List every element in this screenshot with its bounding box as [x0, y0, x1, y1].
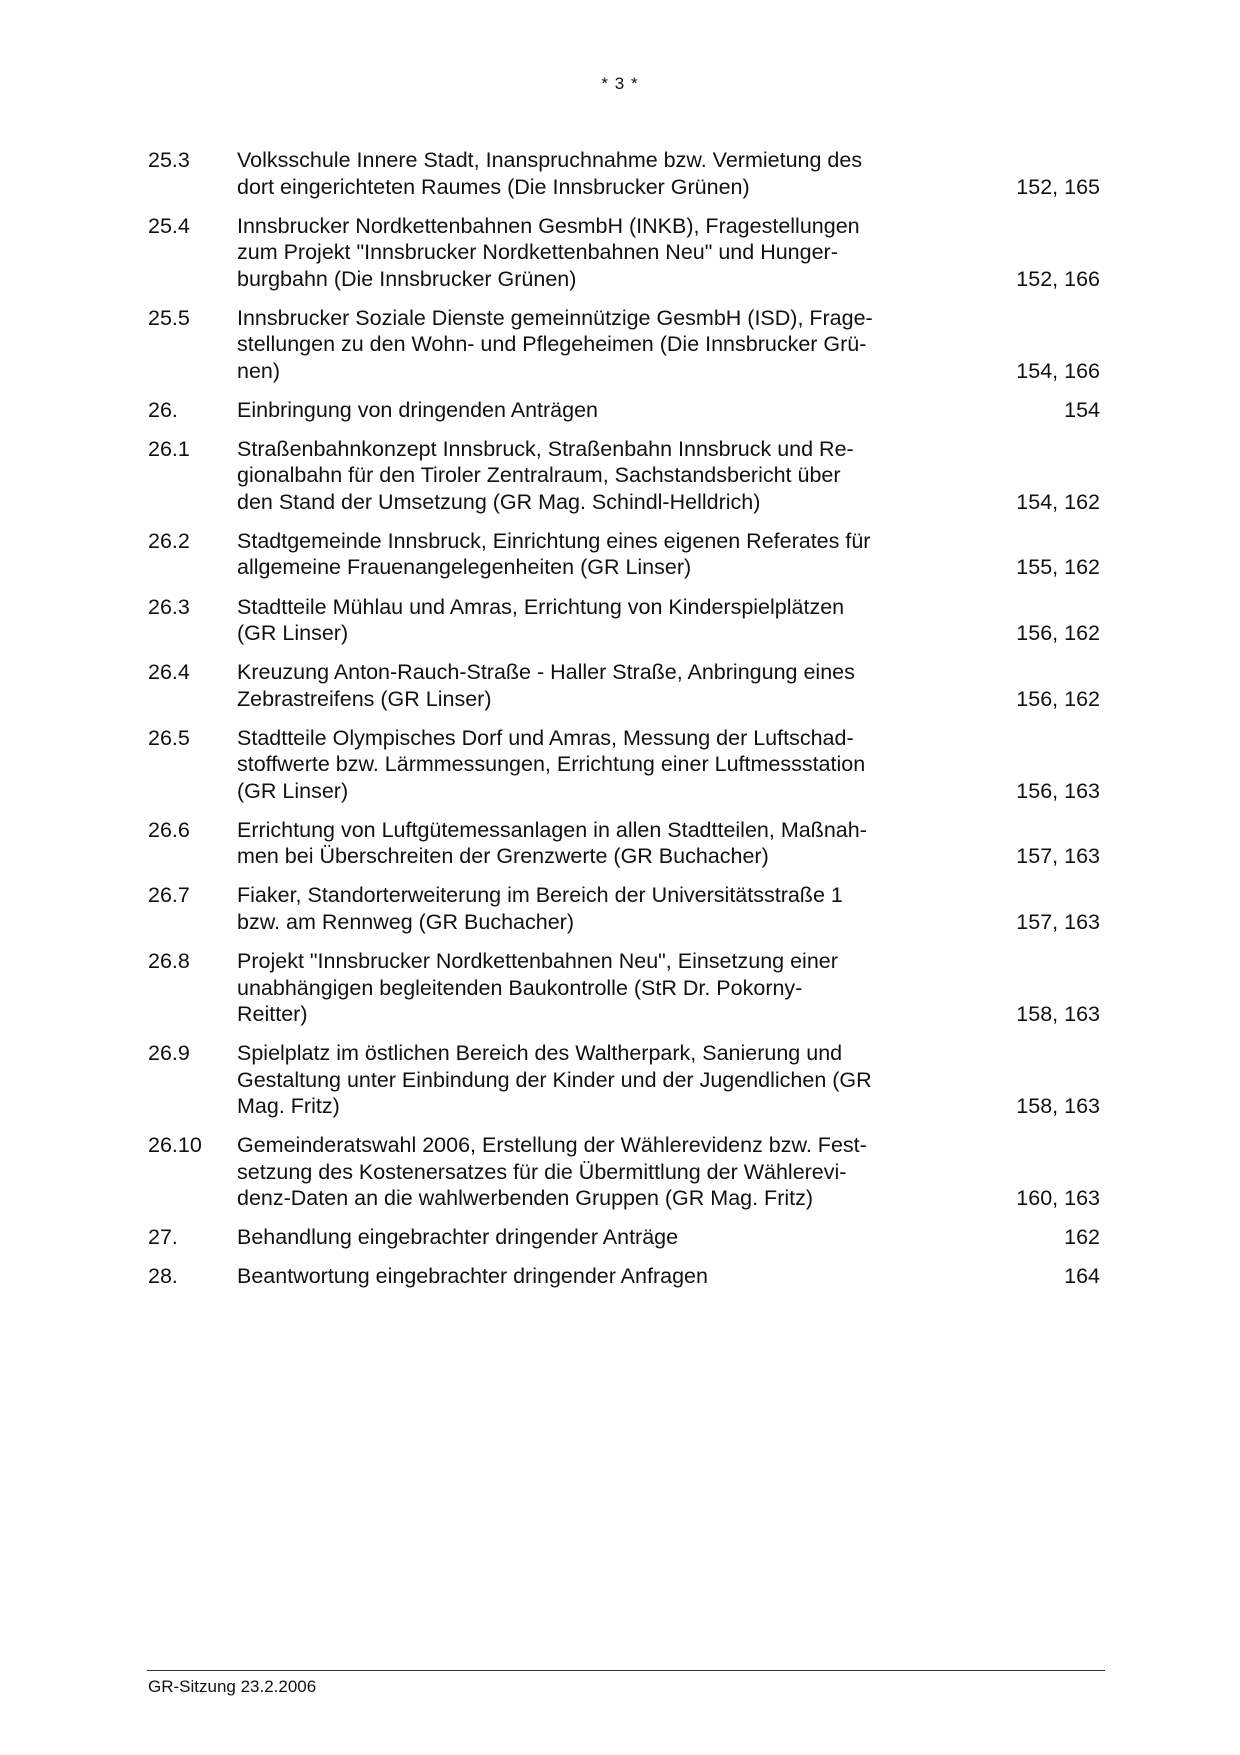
toc-entry-title [237, 528, 937, 581]
toc-entry-title-line: nen) [237, 358, 281, 383]
toc-entry-title-line: stellungen zu den Wohn- und Pflegeheimen (Die Innsbrucker Grü- [237, 332, 867, 357]
toc-entry-title-line: Innsbrucker Soziale Dienste gemeinnützige GesmbH (ISD), Frage- [237, 305, 873, 330]
toc-entry-title [237, 948, 937, 1028]
toc-entry-title-line: stoffwerte bzw. Lärmmessungen, Errichtung einer Luftmessstation [237, 752, 866, 777]
toc-entry-number: 26.6 [148, 817, 190, 842]
toc-entry-title [237, 594, 937, 647]
toc-entry-number: 26.9 [148, 1041, 190, 1066]
toc-entry-number: 28. [148, 1264, 178, 1289]
toc-entry-pages: 154, 166 [1016, 358, 1100, 383]
toc-entry-title-line: Kreuzung Anton-Rauch-Straße - Haller Straße, Anbringung eines [237, 660, 855, 685]
table-of-contents [148, 147, 1100, 1303]
toc-entry-title [237, 1040, 937, 1120]
toc-entry-title-line: gionalbahn für den Tiroler Zentralraum, Sachstandsbericht über [237, 463, 841, 488]
toc-entry [148, 948, 1100, 1028]
toc-entry [148, 659, 1100, 712]
toc-entry-title [237, 1263, 937, 1290]
toc-entry-number: 26.8 [148, 949, 190, 974]
toc-entry [148, 1040, 1100, 1120]
toc-entry-title [237, 1132, 937, 1212]
toc-entry-number: 26.2 [148, 528, 190, 553]
toc-entry-number: 26.4 [148, 660, 190, 685]
toc-entry-pages: 158, 163 [1016, 1094, 1100, 1119]
toc-entry-title-line: den Stand der Umsetzung (GR Mag. Schindl-Helldrich) [237, 489, 761, 514]
toc-entry [148, 305, 1100, 385]
toc-entry-title-line: (GR Linser) [237, 778, 349, 803]
toc-entry-title-line: men bei Überschreiten der Grenzwerte (GR Buchacher) [237, 844, 769, 869]
toc-entry-title-line: unabhängigen begleitenden Baukontrolle (StR Dr. Pokorny- [237, 975, 803, 1000]
toc-entry-pages: 164 [1064, 1264, 1100, 1289]
toc-entry-title-line: Volksschule Innere Stadt, Inanspruchnahme bzw. Vermietung des [237, 148, 863, 172]
toc-entry-number: 27. [148, 1225, 178, 1250]
toc-entry-title-line: Innsbrucker Nordkettenbahnen GesmbH (INKB), Fragestellungen [237, 213, 860, 238]
toc-entry-title [237, 147, 937, 200]
toc-entry-title-line: Fiaker, Standorterweiterung im Bereich der Universitätsstraße 1 [237, 883, 843, 908]
toc-entry [148, 1263, 1100, 1290]
toc-entry-title-line: Stadtgemeinde Innsbruck, Einrichtung eines eigenen Referates für [237, 528, 871, 553]
toc-entry-title-line: setzung des Kostenersatzes für die Übermittlung der Wählerevi- [237, 1159, 847, 1184]
toc-entry-title-line: zum Projekt "Innsbrucker Nordkettenbahnen Neu" und Hunger- [237, 240, 838, 265]
toc-entry-title-line: allgemeine Frauenangelegenheiten (GR Linser) [237, 555, 692, 580]
toc-entry-number: 26.1 [148, 436, 190, 461]
toc-entry-title-line: Gestaltung unter Einbindung der Kinder und der Jugendlichen (GR [237, 1067, 872, 1092]
toc-entry-title [237, 1224, 937, 1251]
toc-entry-title [237, 725, 937, 805]
toc-entry [148, 147, 1100, 200]
toc-entry-title [237, 659, 937, 712]
toc-entry-pages: 157, 163 [1016, 844, 1100, 869]
toc-entry [148, 882, 1100, 935]
toc-entry-title-line: dort eingerichteten Raumes (Die Innsbrucker Grünen) [237, 174, 750, 199]
toc-entry-title [237, 817, 937, 870]
toc-entry-pages: 156, 163 [1016, 778, 1100, 803]
toc-entry-number: 26. [148, 397, 178, 422]
toc-entry-title [237, 397, 937, 424]
toc-entry-pages: 154, 162 [1016, 489, 1100, 514]
toc-entry-title-line: Straßenbahnkonzept Innsbruck, Straßenbahn Innsbruck und Re- [237, 436, 854, 461]
toc-entry-title-line: bzw. am Rennweg (GR Buchacher) [237, 909, 574, 934]
toc-entry-number: 25.3 [148, 148, 190, 172]
toc-entry-title-line: Projekt "Innsbrucker Nordkettenbahnen Neu", Einsetzung einer [237, 949, 838, 974]
toc-entry-pages: 156, 162 [1016, 686, 1100, 711]
toc-entry-pages: 157, 163 [1016, 909, 1100, 934]
toc-entry [148, 725, 1100, 805]
toc-entry [148, 594, 1100, 647]
toc-entry-number: 26.10 [148, 1133, 202, 1158]
toc-entry-number: 26.3 [148, 594, 190, 619]
toc-entry-title [237, 213, 937, 293]
toc-entry-number: 25.4 [148, 213, 190, 238]
toc-entry-title-line: Stadtteile Olympisches Dorf und Amras, Messung der Luftschad- [237, 725, 854, 750]
toc-entry-title-line: Einbringung von dringenden Anträgen [237, 397, 599, 422]
toc-entry-title-line: Errichtung von Luftgütemessanlagen in allen Stadtteilen, Maßnah- [237, 817, 867, 842]
toc-entry-pages: 158, 163 [1016, 1002, 1100, 1027]
toc-entry [148, 817, 1100, 870]
toc-entry [148, 397, 1100, 424]
toc-entry-title [237, 436, 937, 516]
toc-entry-title-line: (GR Linser) [237, 621, 349, 646]
toc-entry-title-line: Stadtteile Mühlau und Amras, Errichtung von Kinderspielplätzen [237, 594, 845, 619]
toc-entry-title-line: Mag. Fritz) [237, 1094, 340, 1119]
toc-entry-title-line: Spielplatz im östlichen Bereich des Waltherpark, Sanierung und [237, 1041, 843, 1066]
toc-entry [148, 1224, 1100, 1251]
toc-entry-pages: 154 [1064, 397, 1100, 422]
toc-entry-pages: 152, 165 [1016, 174, 1100, 199]
toc-entry [148, 213, 1100, 293]
toc-entry-title-line: Gemeinderatswahl 2006, Erstellung der Wählerevidenz bzw. Fest- [237, 1133, 867, 1158]
toc-entry-title-line: Beantwortung eingebrachter dringender Anfragen [237, 1264, 708, 1289]
toc-entry-number: 25.5 [148, 305, 190, 330]
toc-entry-title-line: denz-Daten an die wahlwerbenden Gruppen (GR Mag. Fritz) [237, 1186, 814, 1211]
toc-entry-number: 26.7 [148, 883, 190, 908]
toc-entry-pages: 162 [1064, 1225, 1100, 1250]
toc-entry-title-line: Zebrastreifens (GR Linser) [237, 686, 492, 711]
toc-entry-title [237, 305, 937, 385]
toc-entry-pages: 155, 162 [1016, 555, 1100, 580]
toc-entry-number: 26.5 [148, 725, 190, 750]
toc-entry-title [237, 882, 937, 935]
toc-entry [148, 528, 1100, 581]
toc-entry [148, 436, 1100, 516]
footer-session-date: GR-Sitzung 23.2.2006 [148, 1677, 317, 1696]
toc-entry-title-line: Behandlung eingebrachter dringender Anträge [237, 1225, 679, 1250]
toc-entry-pages: 156, 162 [1016, 621, 1100, 646]
toc-entry-title-line: burgbahn (Die Innsbrucker Grünen) [237, 266, 577, 291]
toc-entry [148, 1132, 1100, 1212]
toc-entry-pages: 160, 163 [1016, 1186, 1100, 1211]
page-number: * 3 * [601, 74, 639, 93]
toc-entry-pages: 152, 166 [1016, 266, 1100, 291]
toc-entry-title-line: Reitter) [237, 1002, 308, 1027]
footer-divider [147, 1670, 1105, 1671]
